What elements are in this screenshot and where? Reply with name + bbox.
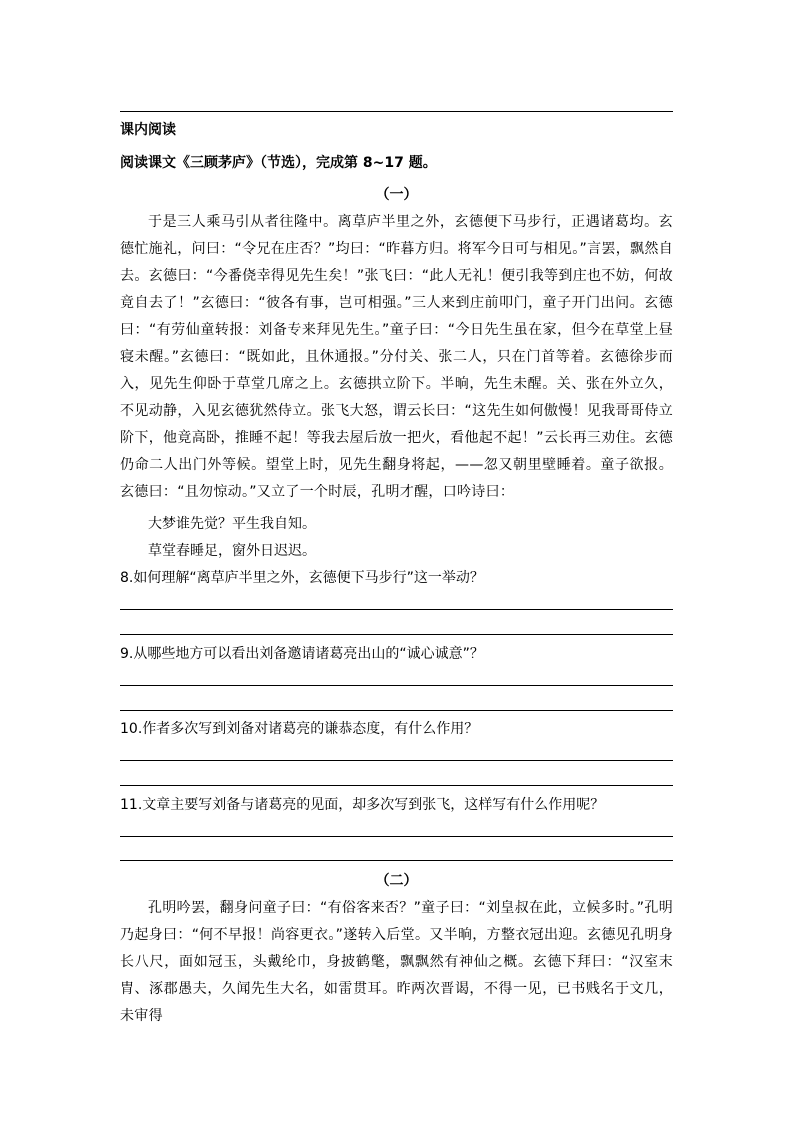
section-title: 课内阅读 — [120, 122, 176, 138]
answer-line[interactable] — [120, 710, 673, 711]
question-10: 10.作者多次写到刘备对诸葛亮的谦恭态度，有什么作用？ — [120, 721, 479, 737]
answer-line[interactable] — [120, 860, 673, 861]
passage-one-paragraph: 于是三人乘马引从者往隆中。离草庐半里之外，玄德便下马步行，正遇诸葛均。玄德忙施礼，问曰：“令兄在庄否？”均曰：“昨暮方归。将军今日可与相见。”言罢，飘然自去。玄德曰：“今番侥幸得见先生矣！”张飞曰：“此人无礼！便引我等到庄也不妨，何故竟自去了！”玄德曰：“彼各有事，岂可相强。”三人来到庄前叩门，童子开门出问。玄德曰：“有劳仙童转报：刘备专来拜见先生。”童子曰：“今日先生虽在家，但今在草堂上昼寝未醒。”玄德曰：“既如此，且休通报。”分付关、张二人，只在门首等着。玄德徐步而入，见先生仰卧于草堂几席之上。玄德拱立阶下。半晌，先生未醒。关、张在外立久，不见动静，入见玄德犹然侍立。张飞大怒，谓云长曰：“这先生如何傲慢！见我哥哥侍立阶下，他竟高卧，推睡不起！等我去屋后放一把火，看他起不起！”云长再三劝住。玄德仍命二人出门外等候。望堂上时，见先生翻身将起，——忽又朝里壁睡着。童子欲报。玄德曰：“且勿惊动。”又立了一个时辰，孔明才醒，口吟诗曰： — [120, 214, 673, 500]
question-8: 8.如何理解“离草庐半里之外，玄德便下马步行”这一举动？ — [120, 570, 484, 586]
poem-line: 草堂春睡足，窗外日迟迟。 — [148, 543, 316, 559]
passage-two-paragraph: 孔明吟罢，翻身问童子曰：“有俗客来否？”童子曰：“刘皇叔在此，立候多时。”孔明乃起身曰：“何不早报！尚容更衣。”遂转入后堂。又半晌，方整衣冠出迎。玄德见孔明身长八尺，面如冠玉，头戴纶巾，身披鹤氅，飘飘然有神仙之概。玄德下拜曰：“汉室末胄、涿郡愚夫，久闻先生大名，如雷贯耳。昨两次晋谒，不得一见，已书贱名于文几，未审得 — [120, 900, 673, 1024]
part-two-heading: （二） — [375, 873, 418, 889]
section-instruction: 阅读课文《三顾茅庐》（节选），完成第 8~17 题。 — [120, 155, 437, 171]
poem-line: 大梦谁先觉？平生我自知。 — [148, 516, 316, 532]
answer-line[interactable] — [120, 836, 673, 837]
question-11: 11.文章主要写刘备与诸葛亮的见面，却多次写到张飞，这样写有什么作用呢？ — [120, 797, 605, 813]
answer-line[interactable] — [120, 785, 673, 786]
answer-line[interactable] — [120, 760, 673, 761]
header-rule — [120, 111, 673, 112]
answer-line[interactable] — [120, 634, 673, 635]
answer-line[interactable] — [120, 609, 673, 610]
part-one-heading: （一） — [375, 187, 418, 203]
question-9: 9.从哪些地方可以看出刘备邀请诸葛亮出山的“诚心诚意”？ — [120, 646, 484, 662]
answer-line[interactable] — [120, 685, 673, 686]
